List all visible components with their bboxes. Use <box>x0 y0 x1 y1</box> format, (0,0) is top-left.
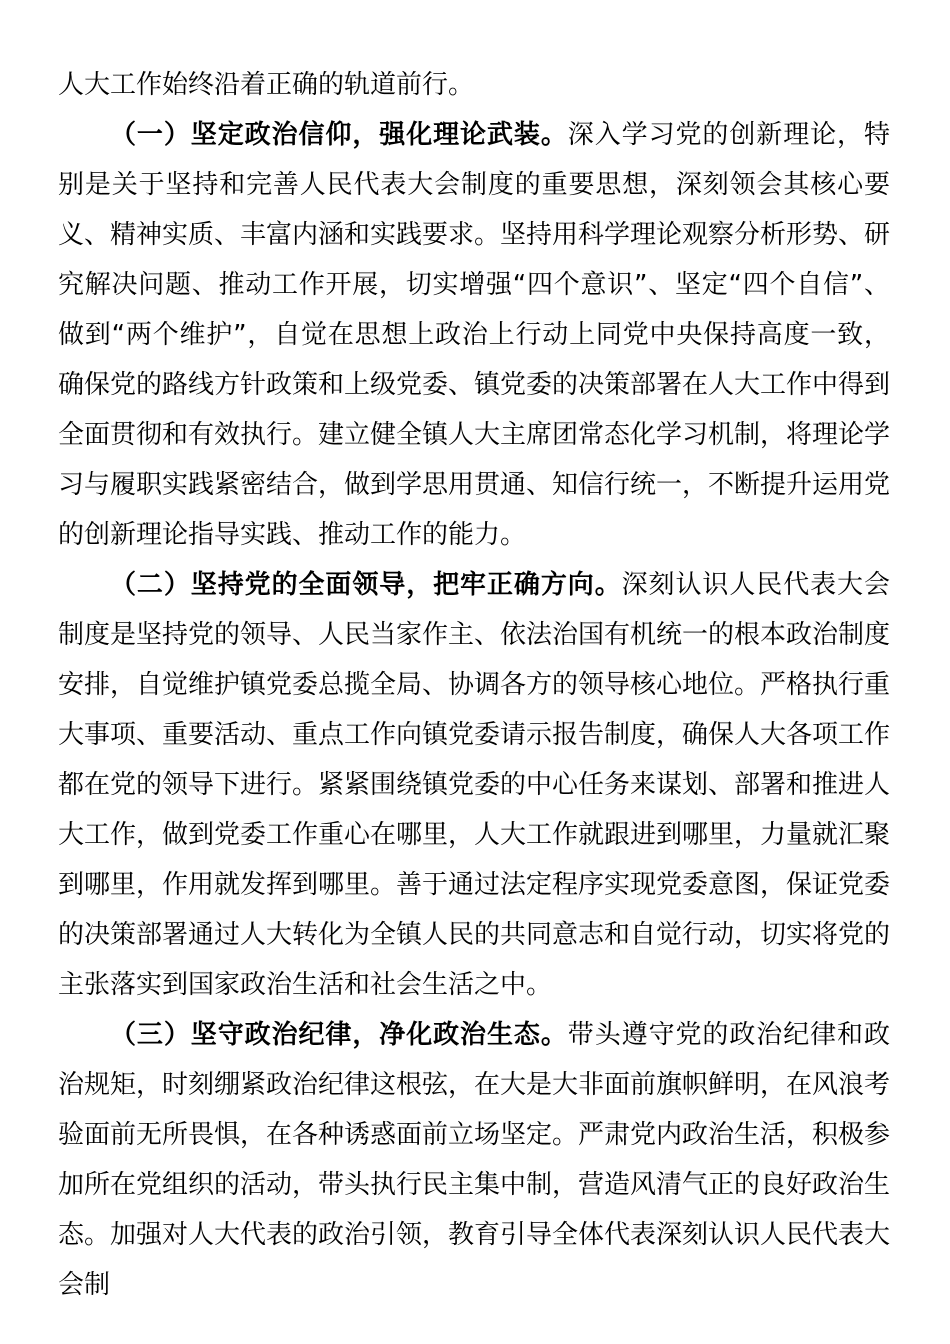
paragraph-text: 带头遵守党的政治纪律和政治规矩，时刻绷紧政治纪律这根弦，在大是大非面前旗帜鲜明，在风浪考验面前无所畏惧，在各种诱惑面前立场坚定。严肃党内政治生活，积极参加所在党组织的活动，带头执行民主集中制，营造风清气正的良好政治生态。加强对人大代表的政治引领，教育引导全体代表深刻认识人民代表大会制 <box>58 1020 891 1300</box>
paragraph <box>58 560 890 1010</box>
paragraph <box>58 60 890 110</box>
paragraph-text: 深刻认识人民代表大会制度是坚持党的领导、人民当家作主、依法治国有机统一的根本政治制度安排，自觉维护镇党委总揽全局、协调各方的领导核心地位。严格执行重大事项、重要活动、重点工作向镇党委请示报告制度，确保人大各项工作都在党的领导下进行。紧紧围绕镇党委的中心任务来谋划、部署和推进人大工作，做到党委工作重心在哪里，人大工作就跟进到哪里，力量就汇聚到哪里，作用就发挥到哪里。善于通过法定程序实现党委意图，保证党委的决策部署通过人大转化为全镇人民的共同意志和自觉行动，切实将党的主张落实到国家政治生活和社会生活之中。 <box>58 570 891 1000</box>
paragraph-text: 深入学习党的创新理论，特别是关于坚持和完善人民代表大会制度的重要思想，深刻领会其核心要义、精神实质、丰富内涵和实践要求。坚持用科学理论观察分析形势、研究解决问题、推动工作开展，切实增强“四个意识”、坚定“四个自信”、做到“两个维护”，自觉在思想上政治上行动上同党中央保持高度一致，确保党的路线方针政策和上级党委、镇党委的决策部署在人大工作中得到全面贯彻和有效执行。建立健全镇人大主席团常态化学习机制，将理论学习与履职实践紧密结合，做到学思用贯通、知信行统一，不断提升运用党的创新理论指导实践、推动工作的能力。 <box>58 120 891 550</box>
paragraph-lead: （一）坚定政治信仰，强化理论武装。 <box>110 120 568 150</box>
paragraph-lead: （三）坚守政治纪律，净化政治生态。 <box>110 1020 568 1050</box>
paragraph-lead: （二）坚持党的全面领导，把牢正确方向。 <box>110 570 622 600</box>
paragraph <box>58 1010 890 1310</box>
paragraph <box>58 110 890 560</box>
paragraph-text: 人大工作始终沿着正确的轨道前行。 <box>58 70 475 100</box>
